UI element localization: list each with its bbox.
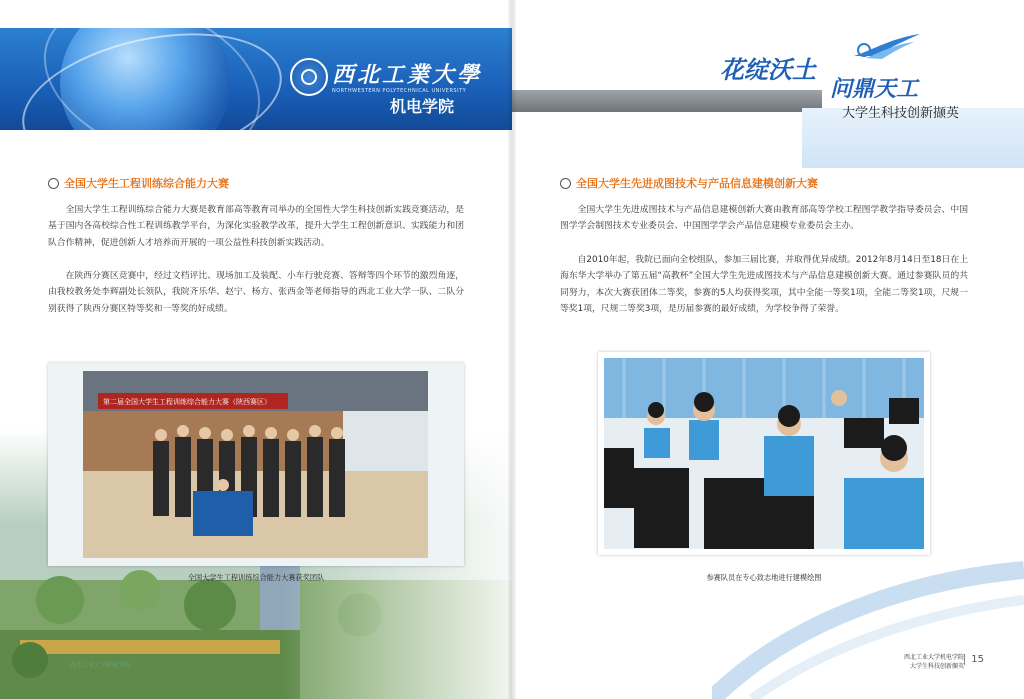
right-page (512, 0, 1024, 699)
photo-caption-right: 参赛队员在专心致志地进行建模绘图 (706, 573, 822, 582)
section-title-text: 全国大学生先进成图技术与产品信息建模创新大赛 (576, 177, 818, 190)
right-header-banner (512, 42, 1024, 130)
slogan-line-1: 花绽沃土 (720, 56, 816, 84)
university-english-name: NORTHWESTERN POLYTECHNICAL UNIVERSITY (332, 88, 467, 94)
footer-organization (904, 653, 964, 671)
paragraph: 在陕西分赛区竞赛中，经过文档评比、现场加工及装配、小车行驶竞赛、答辩等四个环节的激烈角逐，由我校教务处李辉副处长领队，我院齐乐华、赵宁、杨方、张西金等老师指导的西北工业大学一队、二队分别获得了陕西分赛区特等奖和一等奖的好成绩。 (48, 271, 464, 314)
award-team-photo (83, 371, 428, 558)
decorative-curve (712, 560, 1024, 699)
slogan-line-2: 问鼎天工 (830, 77, 919, 102)
grey-band (512, 90, 822, 112)
university-emblem-icon (290, 58, 328, 96)
photo-frame-right (598, 352, 930, 555)
section-title-right (560, 175, 818, 191)
wing-logo-icon (852, 32, 922, 60)
footer-org-line-1: 西北工业大学机电学院 (903, 654, 964, 661)
circle-bullet-icon (48, 178, 59, 189)
section-title-text: 全国大学生工程训练综合能力大赛 (64, 177, 229, 190)
page-gutter (508, 0, 516, 699)
section-title-left (48, 175, 229, 191)
paragraph: 全国大学生先进成图技术与产品信息建模创新大赛由教育部高等学校工程图学教学指导委员会、中国图学学会制图技术专业委员会、中国图学学会产品信息建模专业委员会主办。 (560, 205, 968, 232)
paragraph: 自2010年起，我院已面向全校组队，参加三届比赛，并取得优异成绩。2012年8月14日至18日在上海东华大学举办了第五届“高教杯”全国大学生先进成图技术与产品信息建模创新大赛。通过参赛队员的共同努力，本次大赛获团体二等奖，参赛的5人均获得奖项，其中全能一等奖1项，全能二等奖1项，尺规一等奖1项，尺规二等奖3项，是历届参赛的最好成绩，为学校争得了荣誉。 (560, 255, 968, 315)
photo-caption-left: 全国大学生工程训练综合能力大赛获奖团队 (187, 573, 325, 582)
page-number: 15 (964, 654, 984, 665)
college-name: 机电学院 (390, 97, 455, 116)
circle-bullet-icon (560, 178, 571, 189)
university-name: 西北工業大學 (332, 62, 483, 88)
slogan-tagline: 大学生科技创新撷英 (842, 106, 960, 121)
footer-org-line-2: 大学生科技创新撷英 (909, 663, 964, 670)
photo-frame-left (48, 363, 464, 566)
footer-note-left: 西北工业大学机电学院 (70, 662, 131, 669)
paragraph: 全国大学生工程训练综合能力大赛是教育部高等教育司举办的全国性大学生科技创新实践竞赛活动，是基于国内各高校综合性工程训练教学平台，为深化实验教学改革，提升大学生工程创新意识、实践能力和团队合作精神，促进创新人才培养而开展的一项公益性科技创新实践活动。 (48, 205, 464, 248)
photo-banner-text: 第二届全国大学生工程训练综合能力大赛（陕西赛区） (103, 398, 271, 406)
modeling-contest-photo (604, 358, 924, 549)
